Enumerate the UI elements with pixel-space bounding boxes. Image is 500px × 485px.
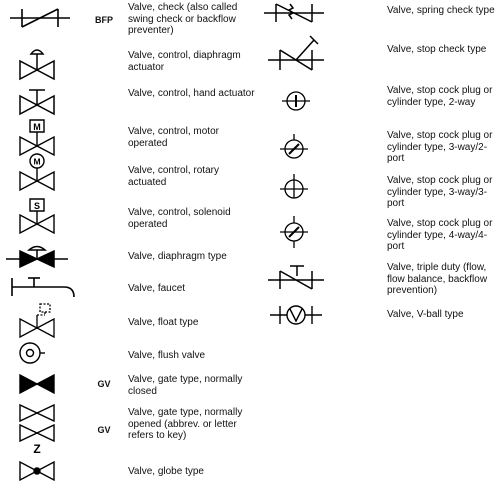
gate-valve-open-label: Valve, gate type, normally opened (abbrev. or letter refers to key) bbox=[128, 407, 243, 441]
spring-check-valve-label: Valve, spring check type bbox=[387, 5, 495, 16]
gate-valve-closed-abbr: GV bbox=[97, 379, 111, 389]
gate-valve-open-abbr: GV bbox=[97, 425, 111, 435]
triple-duty-valve-label: Valve, triple duty (flow, flow balance, backflow prevention) bbox=[387, 262, 488, 296]
stop-cock-3way-2port-label: Valve, stop cock plug or cylinder type, 3-way/2-port bbox=[387, 130, 493, 164]
stop-cock-2way-label: Valve, stop cock plug or cylinder type, 2-way bbox=[387, 85, 493, 108]
globe-valve-label: Valve, globe type bbox=[128, 466, 204, 477]
gate-valve-closed-label: Valve, gate type, normally closed bbox=[128, 374, 243, 397]
float-type-valve-symbol bbox=[14, 302, 60, 340]
rotary-actuated-valve-symbol bbox=[14, 152, 60, 194]
stop-cock-4way-4port-label: Valve, stop cock plug or cylinder type, 4-way/4-port bbox=[387, 218, 493, 252]
diaphragm-type-valve-symbol bbox=[4, 242, 70, 270]
motor-operated-valve-label: Valve, control, motor operated bbox=[128, 126, 219, 149]
check-valve-abbr: BFP bbox=[95, 15, 113, 25]
solenoid-letter: S bbox=[33, 201, 41, 211]
spring-check-valve-symbol bbox=[262, 0, 326, 26]
stop-cock-4way-4port-symbol bbox=[278, 214, 312, 250]
stop-cock-3way-3port-label: Valve, stop cock plug or cylinder type, 3-way/3-port bbox=[387, 175, 493, 209]
check-valve-symbol bbox=[8, 4, 72, 32]
faucet-symbol bbox=[4, 274, 80, 300]
gate-valve-open-symbol bbox=[14, 403, 60, 455]
stop-check-valve-symbol bbox=[266, 32, 326, 76]
stop-cock-3way-3port-symbol bbox=[278, 172, 312, 204]
rotary-letter: M bbox=[33, 156, 41, 167]
faucet-label: Valve, faucet bbox=[128, 283, 186, 294]
solenoid-operated-valve-symbol bbox=[14, 197, 60, 237]
hand-actuator-valve-label: Valve, control, hand actuator bbox=[128, 88, 255, 99]
gate-valve-closed-symbol bbox=[14, 372, 60, 396]
flush-valve-symbol bbox=[16, 340, 46, 366]
stop-cock-2way-symbol bbox=[280, 88, 312, 114]
stop-check-valve-label: Valve, stop check type bbox=[387, 44, 487, 55]
diaphragm-type-valve-label: Valve, diaphragm type bbox=[128, 251, 227, 262]
rotary-actuated-valve-label: Valve, control, rotary actuated bbox=[128, 165, 219, 188]
gate-key-letter: Z bbox=[33, 442, 41, 456]
triple-duty-valve-symbol bbox=[266, 262, 326, 296]
hand-actuator-valve-symbol bbox=[14, 86, 60, 120]
flush-valve-label: Valve, flush valve bbox=[128, 350, 206, 361]
stop-cock-3way-2port-symbol bbox=[278, 132, 312, 164]
diaphragm-actuator-valve-symbol bbox=[14, 44, 60, 84]
v-ball-valve-symbol bbox=[268, 302, 324, 328]
float-type-valve-label: Valve, float type bbox=[128, 317, 199, 328]
motor-letter: M bbox=[33, 122, 41, 132]
globe-valve-symbol bbox=[14, 459, 60, 483]
check-valve-label: Valve, check (also called swing check or backflow preventer) bbox=[128, 2, 238, 36]
diaphragm-actuator-valve-label: Valve, control, diaphragm actuator bbox=[128, 50, 241, 73]
solenoid-operated-valve-label: Valve, control, solenoid operated bbox=[128, 207, 231, 230]
v-ball-valve-label: Valve, V-ball type bbox=[387, 309, 464, 320]
